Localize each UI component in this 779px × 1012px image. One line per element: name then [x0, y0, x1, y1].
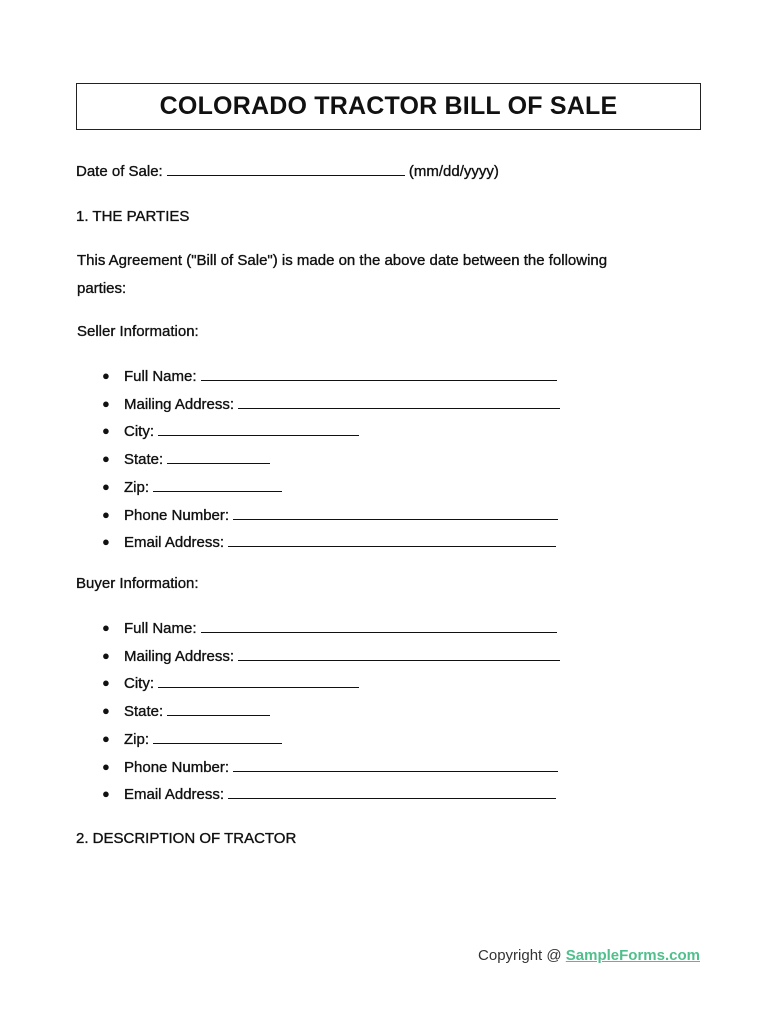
field-blank[interactable] — [233, 758, 558, 772]
field-blank[interactable] — [238, 647, 560, 661]
bullet-icon: ● — [102, 368, 110, 383]
field-label: Zip: — [124, 730, 150, 748]
seller-field-row — [124, 422, 359, 441]
buyer-field-row — [124, 674, 359, 693]
field-label: City: — [124, 423, 154, 441]
bullet-icon: ● — [102, 675, 110, 691]
field-blank[interactable] — [228, 533, 556, 547]
field-label: Phone Number: — [124, 758, 230, 776]
field-label: Mailing Address: — [124, 395, 235, 413]
seller-field-row — [124, 478, 282, 497]
field-blank[interactable] — [201, 367, 557, 381]
title-box — [76, 83, 701, 130]
bullet-icon: ● — [102, 647, 110, 663]
field-label: Email Address: — [124, 534, 225, 552]
field-label: Full Name: — [124, 620, 197, 637]
section1-heading: 1. THE PARTIES — [76, 208, 190, 225]
field-blank[interactable] — [153, 478, 282, 492]
bullet-icon: ● — [102, 786, 110, 802]
field-blank[interactable] — [201, 619, 557, 633]
date-format-hint: (mm/dd/yyyy) — [408, 163, 499, 180]
field-label: Email Address: — [124, 786, 225, 804]
buyer-field-row — [124, 619, 557, 638]
bullet-icon: ● — [102, 703, 110, 719]
field-label: Mailing Address: — [124, 647, 235, 665]
bullet-icon: ● — [102, 423, 110, 439]
bullet-icon: ● — [102, 478, 110, 494]
seller-field-row — [124, 367, 557, 386]
copyright-footer — [478, 947, 700, 964]
copyright-text: Copyright @ — [478, 947, 562, 964]
bullet-icon: ● — [102, 506, 110, 522]
seller-field-row — [124, 450, 270, 469]
bullet-icon: ● — [102, 395, 110, 411]
bullet-icon: ● — [102, 730, 110, 746]
field-blank[interactable] — [158, 422, 359, 436]
bullet-icon: ● — [102, 534, 110, 550]
buyer-field-row — [124, 647, 560, 666]
bullet-icon: ● — [102, 758, 110, 774]
seller-field-row — [124, 395, 560, 414]
field-blank[interactable] — [238, 395, 560, 409]
field-label: City: — [124, 675, 154, 693]
buyer-field-row — [124, 785, 556, 804]
document-title: COLORADO TRACTOR BILL OF SALE — [159, 92, 618, 120]
field-label: Phone Number: — [124, 506, 230, 524]
seller-heading: Seller Information: — [77, 323, 199, 340]
bullet-icon: ● — [102, 620, 110, 635]
field-label: Zip: — [124, 478, 150, 496]
field-label: Full Name: — [124, 368, 197, 385]
buyer-field-row — [124, 702, 270, 721]
seller-field-row — [124, 506, 558, 525]
date-of-sale-row — [76, 162, 499, 181]
sampleforms-link[interactable]: SampleForms.com — [565, 947, 700, 964]
buyer-field-row — [124, 758, 558, 777]
intro-line-1: This Agreement ("Bill of Sale") is made on the above date between the following — [77, 252, 608, 269]
field-label: State: — [124, 451, 164, 469]
buyer-heading: Buyer Information: — [76, 575, 199, 592]
date-of-sale-field[interactable] — [167, 162, 405, 176]
field-blank[interactable] — [158, 674, 359, 688]
buyer-field-row — [124, 730, 282, 749]
field-blank[interactable] — [167, 702, 270, 716]
field-label: State: — [124, 703, 164, 721]
section2-heading: 2. DESCRIPTION OF TRACTOR — [76, 830, 297, 847]
intro-line-2: parties: — [77, 280, 127, 297]
bullet-icon: ● — [102, 451, 110, 467]
field-blank[interactable] — [167, 450, 270, 464]
date-of-sale-label: Date of Sale: — [76, 163, 163, 180]
seller-field-row — [124, 533, 556, 552]
field-blank[interactable] — [228, 785, 556, 799]
field-blank[interactable] — [233, 506, 558, 520]
field-blank[interactable] — [153, 730, 282, 744]
